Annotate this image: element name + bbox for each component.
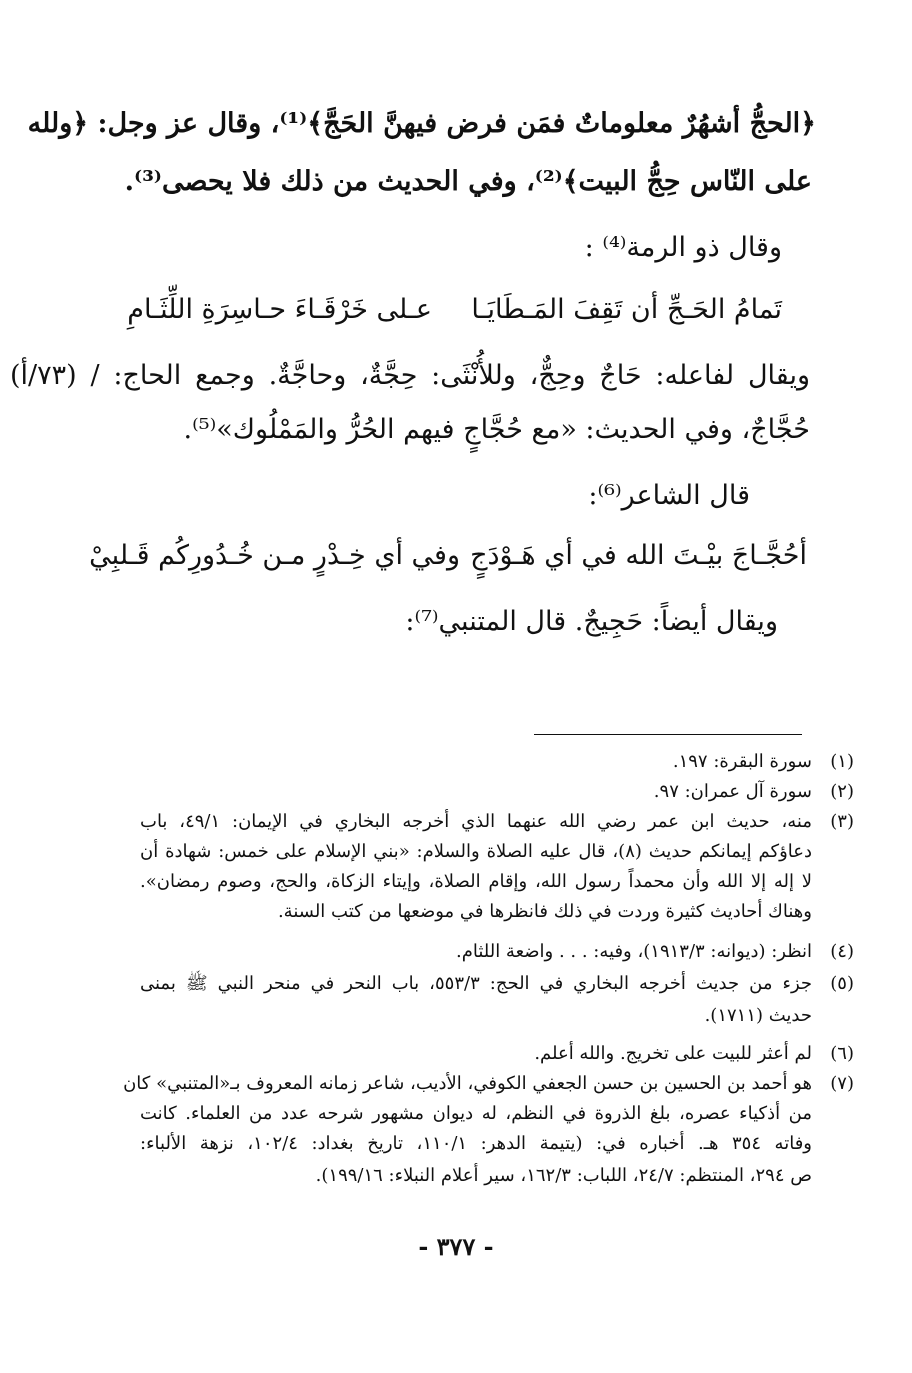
footnote-3-line-2: دعاؤكم إيمانكم حديث (٨)، قال عليه الصلاة والسلام: «بني الإسلام على خمس: شهادة أن <box>140 841 812 862</box>
footnote-7 <box>123 1070 854 1098</box>
footnote-text: سورة آل عمران: ٩٧. <box>653 781 812 802</box>
footnote-number: (٦) <box>830 1043 854 1064</box>
footnote-4 <box>140 938 854 966</box>
footnote-text: منه، حديث ابن عمر رضي الله عنهما الذي أخرجه البخاري في الإيمان: ٤٩/١، باب <box>140 811 812 832</box>
body-line-6: حُجَّاجٌ، وفي الحديث: «مع حُجَّاجٍ فيهم الحُرُّ والمَمْلُوك»⁽⁵⁾. <box>183 414 810 445</box>
footnote-number: (٢) <box>830 781 854 802</box>
verse-1-second-hemistich: عـلى خَرْقَـاءَ حـاسِرَةِ اللِّثَـامِ <box>127 294 432 325</box>
footnote-3-line-3: لا إله إلا الله وأن محمداً رسول الله، وإقام الصلاة، وإيتاء الزكاة، والحج، وصوم رمضان». <box>140 871 812 892</box>
footnote-number: (٣) <box>830 811 854 832</box>
footnote-5-line-2: حديث (١٧١١). <box>704 1005 812 1026</box>
footnote-number: (١) <box>830 751 854 772</box>
footnote-text: هو أحمد بن الحسين بن حسن الجعفي الكوفي، الأديب، شاعر زمانه المعروف بـ«المتنبي» كان <box>123 1073 812 1094</box>
body-line-5: ويقال لفاعله: حَاجٌ وحِجٌّ، وللأُنْثَى: حِجَّةٌ، وحاجَّةٌ. وجمع الحاج: / (٧٣/أ) <box>10 360 810 391</box>
footnote-3 <box>140 808 854 836</box>
body-line-3: وقال ذو الرمة⁽⁴⁾ : <box>584 232 782 263</box>
page-number: - ٣٧٧ - <box>418 1232 494 1261</box>
footnote-1 <box>140 748 854 776</box>
footnote-text: سورة البقرة: ١٩٧. <box>672 751 812 772</box>
footnote-text: لم أعثر للبيت على تخريج. والله أعلم. <box>534 1043 812 1064</box>
footnote-number: (٥) <box>830 973 854 994</box>
footnote-text: انظر: (ديوانه: ١٩١٣/٣)، وفيه: . . . واضعة اللثام. <box>455 941 812 962</box>
verse-1-first-hemistich: تَمامُ الحَـجِّ أن تَقِفَ المَـطَايَـا <box>471 294 782 325</box>
verse-2-second-hemistich: وفي أي خِـدْرٍ مـن خُـدُورِكُم قَـلبِيْ <box>89 540 460 571</box>
body-line-1: ﴿الحجُّ أشهُرٌ معلوماتٌ فمَن فرض فيهنَّ الحَجَّ﴾⁽¹⁾، وقال عز وجل: ﴿ولله <box>27 108 816 139</box>
body-line-7: قال الشاعر⁽⁶⁾: <box>588 480 750 511</box>
footnote-7-line-3: وفاته ٣٥٤ هـ. أخباره في: (يتيمة الدهر: ١١٠/١، تاريخ بغداد: ١٠٢/٤، نزهة الألباء: <box>140 1133 812 1154</box>
footnote-2 <box>140 778 854 806</box>
body-line-2: على النّاس حِجُّ البيت﴾⁽²⁾، وفي الحديث من ذلك فلا يحصى⁽³⁾. <box>124 166 812 197</box>
footnote-5 <box>140 970 854 998</box>
footnote-number: (٤) <box>830 941 854 962</box>
footnote-7-line-4: ص ٢٩٤، المنتظم: ٢٤/٧، اللباب: ١٦٢/٣، سير أعلام النبلاء: ١٩٩/١٦). <box>315 1165 812 1186</box>
footnote-separator <box>534 734 802 735</box>
body-line-9: ويقال أيضاً: حَجِيجٌ. قال المتنبي⁽⁷⁾: <box>405 606 778 637</box>
footnote-6 <box>140 1040 854 1068</box>
footnote-number: (٧) <box>830 1073 854 1094</box>
footnote-7-line-2: من أذكياء عصره، بلغ الذروة في النظم، له ديوان مشهور شرحه عدد من العلماء. كانت <box>140 1103 812 1124</box>
footnote-text: جزء من جديث أخرجه البخاري في الحج: ٥٥٣/٣، باب النحر في منحر النبي ﷺ بمنى <box>140 973 813 994</box>
footnote-3-line-4: وهناك أحاديث كثيرة وردت في ذلك فانظرها في موضعها من كتب السنة. <box>277 901 812 922</box>
verse-2-first-hemistich: أحُجَّـاجَ بيْـتَ الله في أي هَـوْدَجٍ <box>470 540 807 571</box>
